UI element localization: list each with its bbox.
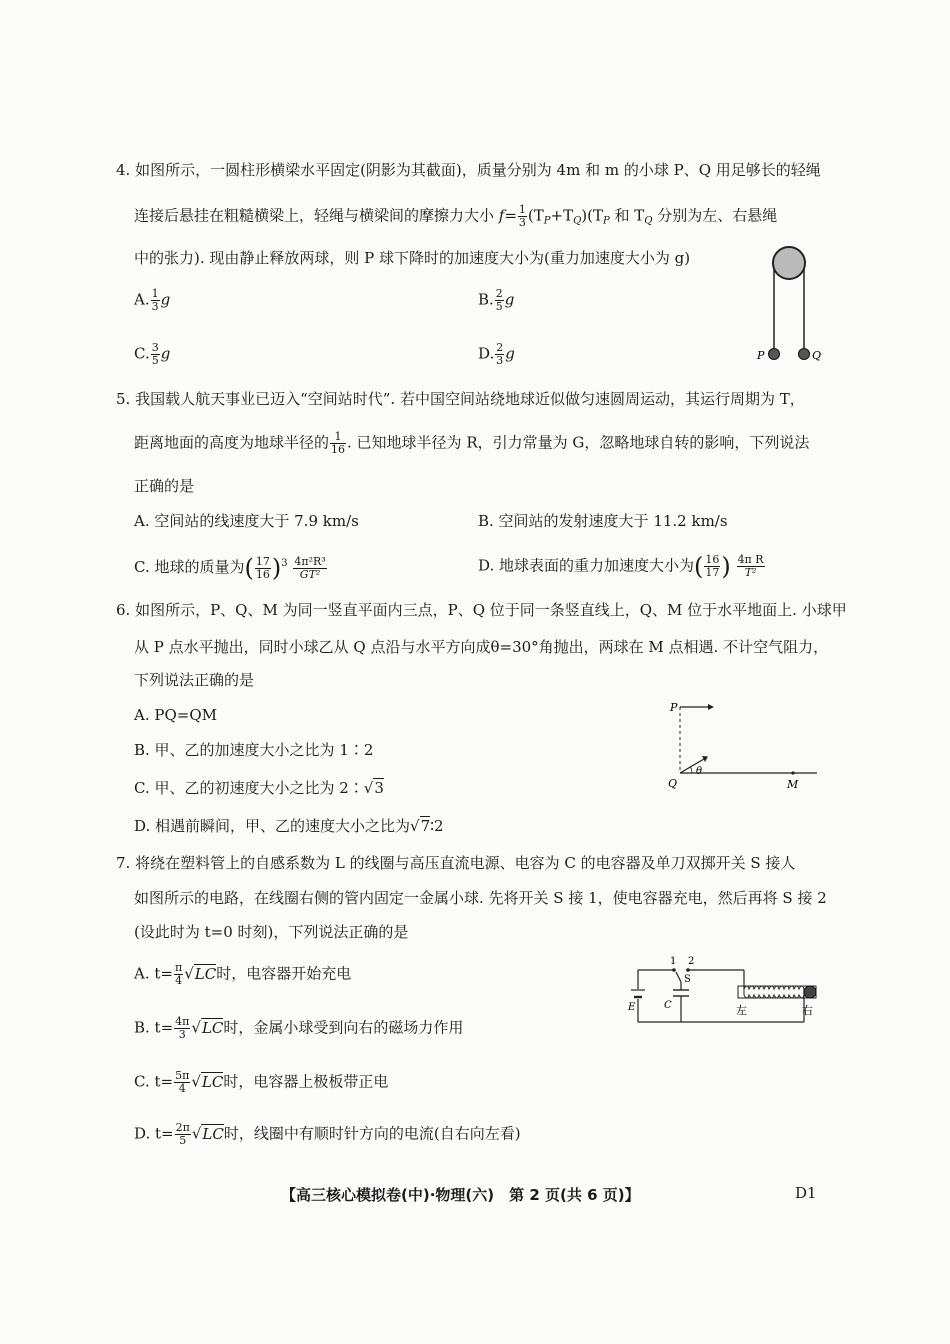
q4-pulley-figure [752, 238, 828, 368]
q6-stem-line2: 从 P 点水平抛出，同时小球乙从 Q 点沿与水平方向成θ=30°角抛出，两球在 M 点相遇. 不计空气阻力， [134, 638, 829, 656]
q6-stem-line3: 下列说法正确的是 [134, 671, 255, 689]
q7-stem-line1: 7. 将绕在塑料管上的自感系数为 L 的线圈与高压直流电源、电容为 C 的电容器及单刀双掷开关 S 接人 [116, 854, 796, 872]
svg-text:右: 右 [802, 1004, 813, 1017]
q4-stem-line2: 连接后悬挂在粗糙横梁上，轻绳与横梁间的摩擦力大小 f= $\frac{1}{3}$ $(T_P+T_Q)(T_P$ 和 $T_Q$ 分别为左、右悬绳 [134, 203, 778, 229]
q4-friction-fraction: $\frac{1}{3}$ [518, 203, 526, 229]
beam-cross-section [773, 247, 805, 279]
q7-option-a: A. t= $\frac{\pi}{4}$ √LC时，电容器开始充电 [134, 961, 352, 987]
q7-option-c: C. t= $\frac{5\pi}{4}$ √LC时，电容器上极板带正电 [134, 1069, 389, 1095]
svg-text:2: 2 [688, 956, 695, 967]
q5-option-c: C. 地球的质量为( $\frac{17}{16}$ )$^3$ $\frac{\text{4π²R³}}{\text{GT²}}$ [134, 554, 326, 582]
svg-text:M: M [787, 778, 799, 791]
q6-projectile-figure [662, 695, 822, 795]
metal-ball [804, 986, 816, 998]
q5-option-b: B. 空间站的发射速度大于 11.2 km/s [478, 512, 728, 530]
q7-option-b: B. t= $\frac{4\pi}{3}$ √LC时，金属小球受到向右的磁场力作用 [134, 1015, 464, 1041]
svg-text:E: E [628, 1002, 636, 1013]
q5-stem-line2: 距离地面的高度为地球半径的 $\frac{1}{16}$ . 已知地球半径为 R，引力常量为 G，忽略地球自转的影响，下列说法 [134, 430, 810, 456]
q6-option-a: A. PQ=QM [134, 706, 217, 724]
q5-stem-line3: 正确的是 [134, 477, 195, 495]
svg-text:Q: Q [812, 349, 822, 362]
q4-stem-line1: 4. 如图所示，一圆柱形横梁水平固定(阴影为其截面)，质量分别为 4m 和 m 的小球 P、Q 用足够长的轻绳 [116, 161, 821, 179]
svg-text:1: 1 [670, 956, 677, 967]
svg-text:Q: Q [668, 777, 678, 790]
svg-text:P: P [670, 701, 678, 714]
ball-p [769, 349, 780, 360]
svg-text:C: C [664, 1000, 672, 1011]
q4-option-a: A. $\frac{1}{3}$ g [134, 287, 171, 313]
q5-option-a: A. 空间站的线速度大于 7.9 km/s [134, 512, 359, 530]
q4-option-c: C. $\frac{3}{5}$ g [134, 341, 171, 367]
q7-option-d: D. t= $\frac{2\pi}{5}$ √LC时，线圈中有顺时针方向的电流(自右向左看) [134, 1121, 521, 1147]
svg-text:S: S [684, 974, 691, 985]
q6-option-c: C. 甲、乙的初速度大小之比为 2∶√3 [134, 779, 384, 797]
q7-circuit-figure [626, 952, 822, 1024]
q4-stem-line3: 中的张力). 现由静止释放两球，则 P 球下降时的加速度大小为(重力加速度大小为 g) [134, 249, 691, 267]
q6-stem-line1: 6. 如图所示，P、Q、M 为同一竖直平面内三点，P、Q 位于同一条竖直线上，Q、M 位于水平地面上. 小球甲 [116, 601, 847, 619]
page-footer-code: D1 [795, 1184, 817, 1202]
q5-stem-line1: 5. 我国载人航天事业已迈入“空间站时代”. 若中国空间站绕地球近似做匀速圆周运动，其运行周期为 T， [116, 390, 805, 408]
q6-option-d: D. 相遇前瞬间，甲、乙的速度大小之比为√7∶2 [134, 817, 444, 835]
q7-stem-line3: (设此时为 t=0 时刻)，下列说法正确的是 [134, 923, 409, 941]
svg-text:P: P [757, 349, 765, 362]
svg-text:左: 左 [736, 1004, 747, 1017]
q6-option-b: B. 甲、乙的加速度大小之比为 1∶2 [134, 741, 374, 759]
q4-option-d: D. $\frac{2}{3}$ g [478, 341, 515, 367]
q4-option-b: B. $\frac{2}{5}$ g [478, 287, 515, 313]
q5-option-d: D. 地球表面的重力加速度大小为( $\frac{16}{17}$ ) $\frac{\text{4π R}}{\text{T²}}$ [478, 552, 764, 581]
page-footer-title: 【高三核心模拟卷(中)·物理(六) 第 2 页(共 6 页)】 [281, 1186, 640, 1204]
svg-text:θ: θ [696, 766, 703, 777]
q7-stem-line2: 如图所示的电路，在线圈右侧的管内固定一金属小球. 先将开关 S 接 1，使电容器充电，然后再将 S 接 2 [134, 889, 827, 907]
ball-q [799, 349, 810, 360]
